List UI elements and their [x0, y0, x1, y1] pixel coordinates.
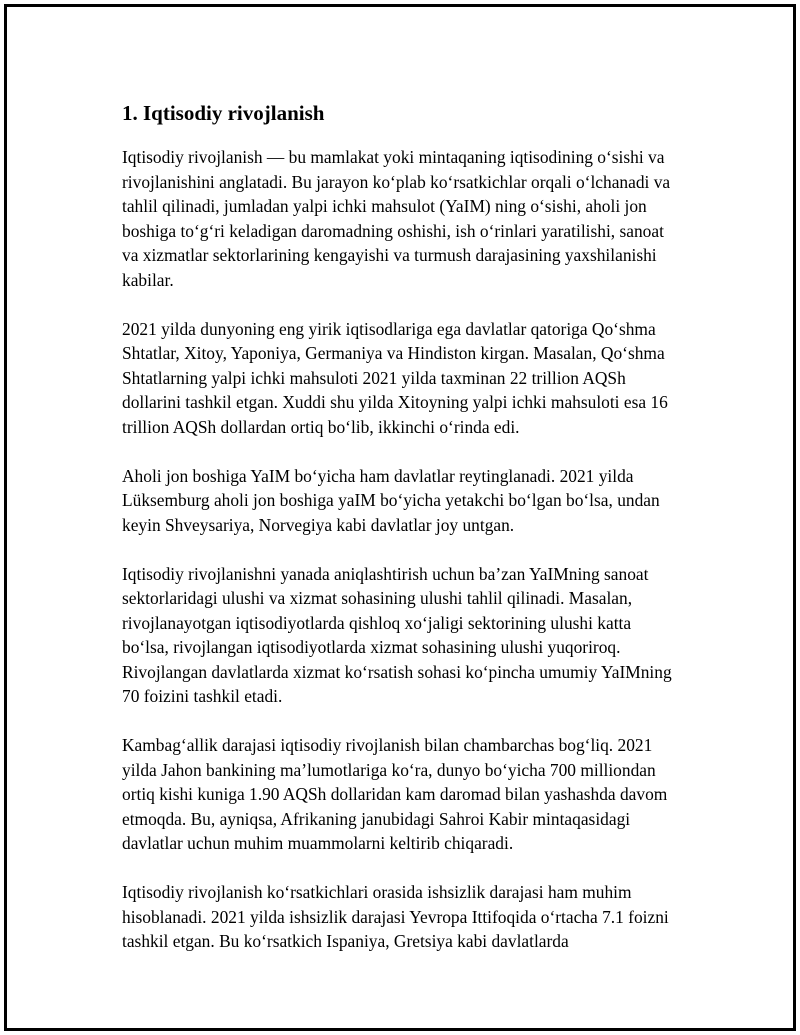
page-frame — [4, 4, 796, 1031]
paragraph-sector-shares: Iqtisodiy rivojlanishni yanada aniqlashtirish uchun ba’zan YaIMning sanoat sektorlaridagi ulushi va xizmat sohasining ulushi tahlil qilinadi. Masalan, rivojlanayotgan iqtisodiyotlarda qishloq xo‘jaligi sektorining ulushi katta bo‘lsa, rivojlangan iqtisodiyotlarda xizmat sohasining ulushi yuqoriroq. Rivojlangan davlatlarda xizmat ko‘rsatish sohasi ko‘pincha umumiy YaIMning 70 foizini tashkil etadi. — [122, 563, 672, 706]
paragraph-poverty: Kambag‘allik darajasi iqtisodiy rivojlanish bilan chambarchas bog‘liq. 2021 yilda Jahon bankining ma’lumotlariga ko‘ra, dunyo bo‘yicha 700 milliondan ortiq kishi kuniga 1.90 AQSh dollaridan kam daromad bilan yashashda davom etmoqda. Bu, ayniqsa, Afrikaning janubidagi Sahroi Kabir mintaqasidagi davlatlar uchun muhim muammolarni keltirib chiqaradi. — [122, 735, 668, 853]
paragraph-largest-economies: 2021 yilda dunyoning eng yirik iqtisodlariga ega davlatlar qatoriga Qo‘shma Shtatlar, Xitoy, Yaponiya, Germaniya va Hindiston kirgan. Masalan, Qo‘shma Shtatlarning yalpi ichki mahsuloti 2021 yilda taxminan 22 trillion AQSh dollarini tashkil etgan. Xuddi shu yilda Xitoyning yalpi ichki mahsuloti esa 16 trillion AQSh dollardan ortiq bo‘lib, ikkinchi o‘rinda edi. — [122, 318, 668, 437]
paragraph-unemployment: Iqtisodiy rivojlanish ko‘rsatkichlari orasida ishsizlik darajasi ham muhim hisoblanadi. 2021 yilda ishsizlik darajasi Yevropa Ittifoqida o‘rtacha 7.1 foizni tashkil etgan. Bu ko‘rsatkich Ispaniya, Gretsiya kabi davlatlarda — [122, 882, 669, 951]
paragraph-gdp-per-capita: Aholi jon boshiga YaIM bo‘yicha ham davlatlar reytinglanadi. 2021 yilda Lüksemburg aholi jon boshiga yaIM bo‘yicha yetakchi bo‘lgan bo‘lsa, undan keyin Shveysariya, Norvegiya kabi davlatlar joy untgan. — [122, 465, 660, 535]
section-heading: 1. Iqtisodiy rivojlanish — [122, 101, 325, 125]
paragraph-intro: Iqtisodiy rivojlanish — bu mamlakat yoki mintaqaning iqtisodining o‘sishi va rivojlanishini anglatadi. Bu jarayon ko‘plab ko‘rsatkichlar orqali o‘lchanadi va tahlil qilinadi, jumladan yalpi ichki mahsulot (YaIM) ning o‘sishi, aholi jon boshiga to‘g‘ri keladigan daromadning oshishi, ish o‘rinlari yaratilishi, sanoat va xizmatlar sektorlarining kengayishi va turmush darajasining yaxshilanishi kabilar. — [122, 147, 671, 290]
document-body — [122, 99, 682, 978]
